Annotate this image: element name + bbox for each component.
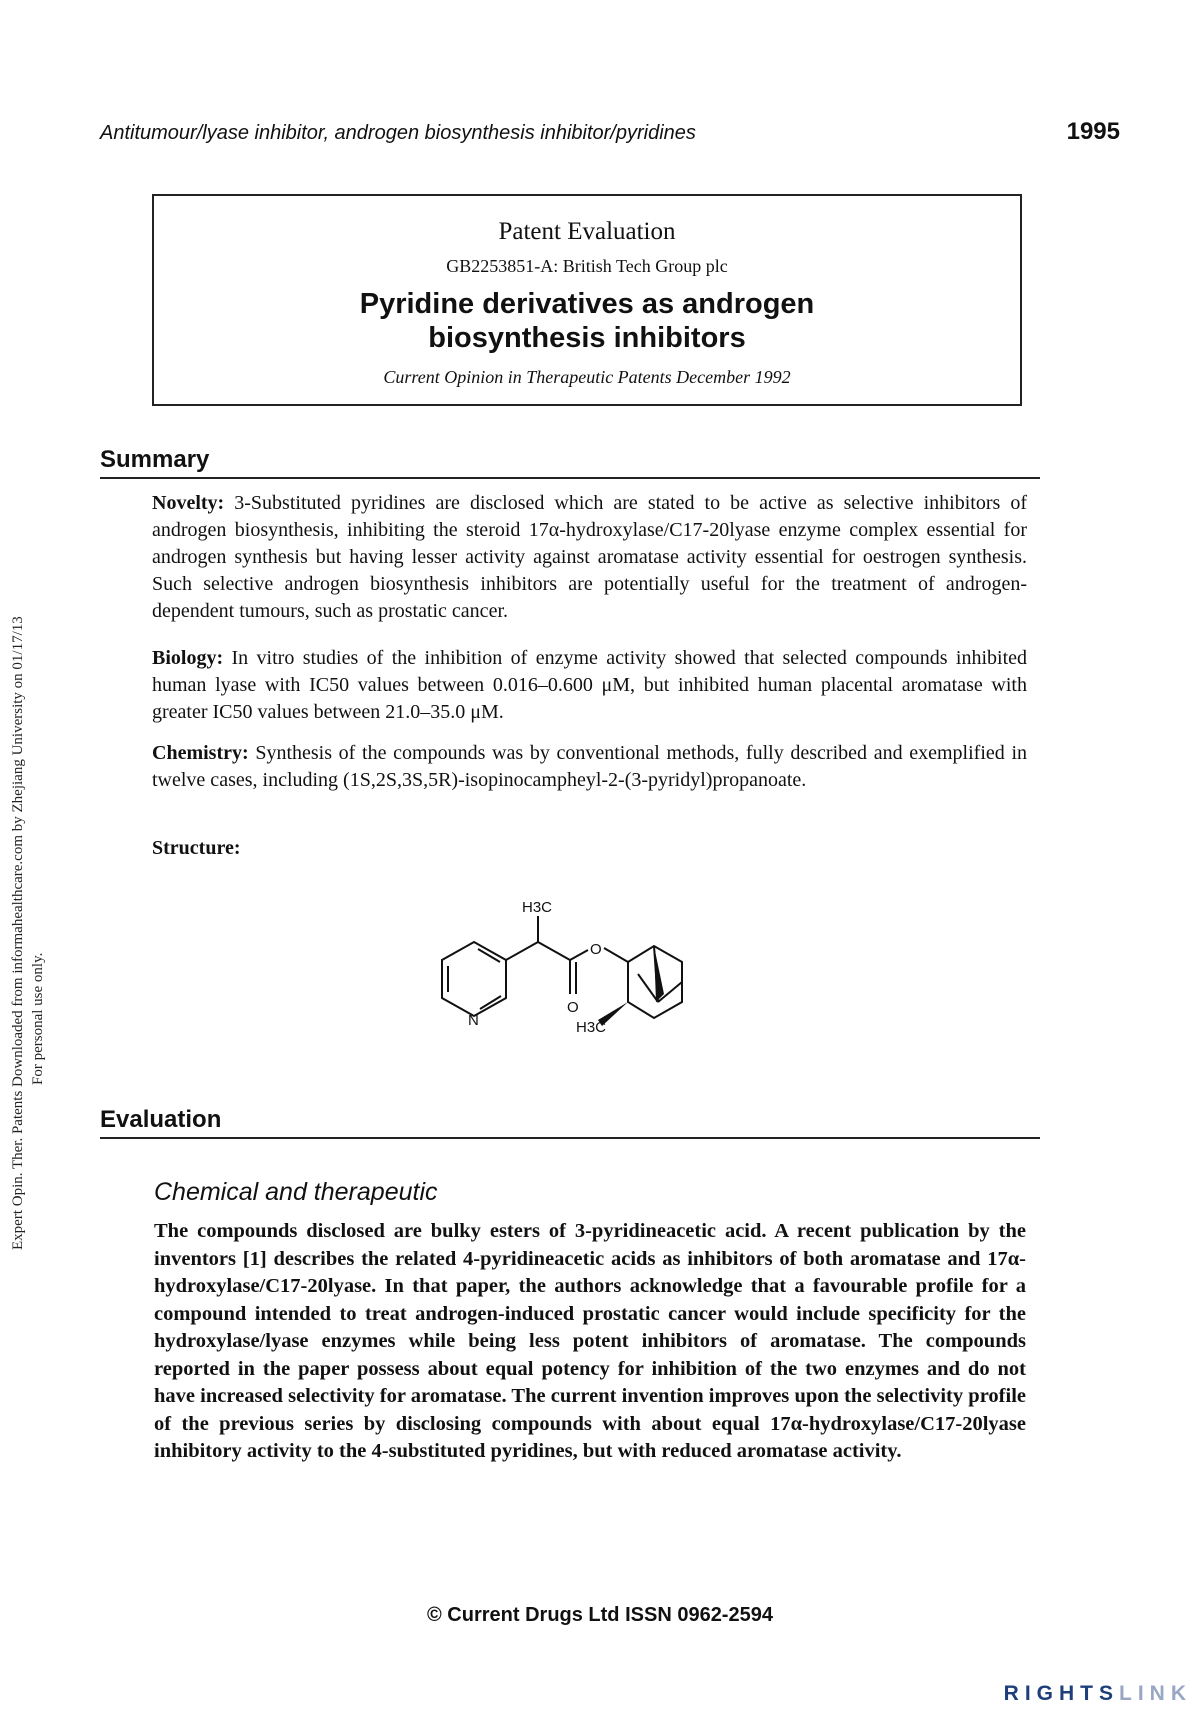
- download-note-line1: Expert Opin. Ther. Patents Downloaded from informahealthcare.com by Zhejiang University on 01/17/13: [10, 616, 26, 1250]
- chain-bond: [538, 942, 570, 960]
- chemical-structure-diagram: [420, 890, 720, 1070]
- novelty-label: Novelty:: [152, 492, 225, 514]
- download-note: [10, 520, 46, 1250]
- biology-paragraph: [152, 645, 1027, 726]
- wedge-bond: [654, 946, 664, 1002]
- running-head: Antitumour/lyase inhibitor, androgen biosynthesis inhibitor/pyridines: [100, 122, 696, 144]
- box-label: Patent Evaluation: [498, 218, 676, 245]
- patent-evaluation-box: [152, 194, 1022, 406]
- rightslink-logo-part2: LINK: [1119, 1682, 1192, 1705]
- chemistry-text: Synthesis of the compounds was by conventional methods, fully described and exemplified in twelve cases, including (1S,2S,3S,5R)-isopinocampheyl-2-(3-pyridyl)propanoate.: [152, 742, 1028, 791]
- download-note-line2: For personal use only.: [30, 952, 46, 1085]
- chain-bond: [506, 942, 538, 960]
- atom-carbonyl-oxygen: O: [567, 999, 579, 1016]
- page-number: 1995: [1066, 118, 1120, 145]
- summary-heading: Summary: [100, 446, 1040, 479]
- biology-label: Biology:: [152, 647, 224, 669]
- article-source: Current Opinion in Therapeutic Patents December 1992: [383, 367, 791, 387]
- evaluation-heading: Evaluation: [100, 1106, 1040, 1139]
- structure-label: Structure:: [152, 837, 241, 859]
- evaluation-body: The compounds disclosed are bulky esters of 3-pyridineacetic acid. A recent publication by the inventors [1] describes the related 4-pyridineacetic acids as inhibitors of both aromatase and 17α-hydroxylase/C17-20lyase. In that paper, the authors acknowledge that a favourable profile for a compound intended to treat androgen-induced prostatic cancer would include specificity for the hydroxylase/lyase enzymes while being less potent inhibitors of aromatase. The compounds reported in the paper possess about equal potency for inhibition of the two enzymes and do not have increased selectivity for aromatase. The current invention improves upon the selectivity profile of the previous series by disclosing compounds with about equal 17α-hydroxylase/C17-20lyase inhibitory activity to the 4-substituted pyridines, but with reduced aromatase activity.: [154, 1220, 1026, 1462]
- chemistry-paragraph: [152, 740, 1027, 794]
- atom-ring-nitrogen: N: [468, 1012, 479, 1029]
- bridge-bond: [638, 974, 658, 1002]
- novelty-paragraph: [152, 490, 1027, 625]
- novelty-text: 3-Substituted pyridines are disclosed which are stated to be active as selective inhibitors of androgen biosynthesis, inhibiting the steroid 17α-hydroxylase/C17-20lyase enzyme complex essential for androgen synthesis but having lesser activity against aromatase activity essential for oestrogen synthesis. Such selective androgen biosynthesis inhibitors are potentially useful for the treatment of androgen-dependent tumours, such as prostatic cancer.: [152, 492, 1027, 622]
- atom-ester-oxygen: O: [590, 941, 602, 958]
- atom-methyl-top: H3C: [522, 899, 553, 916]
- rightslink-logo[interactable]: [1004, 1682, 1192, 1706]
- ester-bond: [570, 950, 588, 960]
- chemical-therapeutic-subheading: Chemical and therapeutic: [154, 1178, 438, 1206]
- article-title: Pyridine derivatives as androgen biosynthesis inhibitors: [359, 288, 815, 354]
- rightslink-logo-part1: RIGHTS: [1003, 1682, 1119, 1705]
- structure-paragraph: [152, 835, 1027, 862]
- copyright-footer: © Current Drugs Ltd ISSN 0962-2594: [427, 1604, 773, 1626]
- atom-methyl-bottom: H3C: [576, 1019, 607, 1036]
- chemistry-label: Chemistry:: [152, 742, 249, 764]
- biology-text: In vitro studies of the inhibition of enzyme activity showed that selected compounds inhibited human lyase with IC50 values between 0.016–0.600 μM, but inhibited human placental aromatase with greater IC50 values between 21.0–35.0 μM.: [152, 647, 1028, 723]
- ester-bond: [604, 948, 628, 962]
- pyridine-ring: [442, 942, 506, 1016]
- patent-number: GB2253851-A: British Tech Group plc: [446, 256, 728, 276]
